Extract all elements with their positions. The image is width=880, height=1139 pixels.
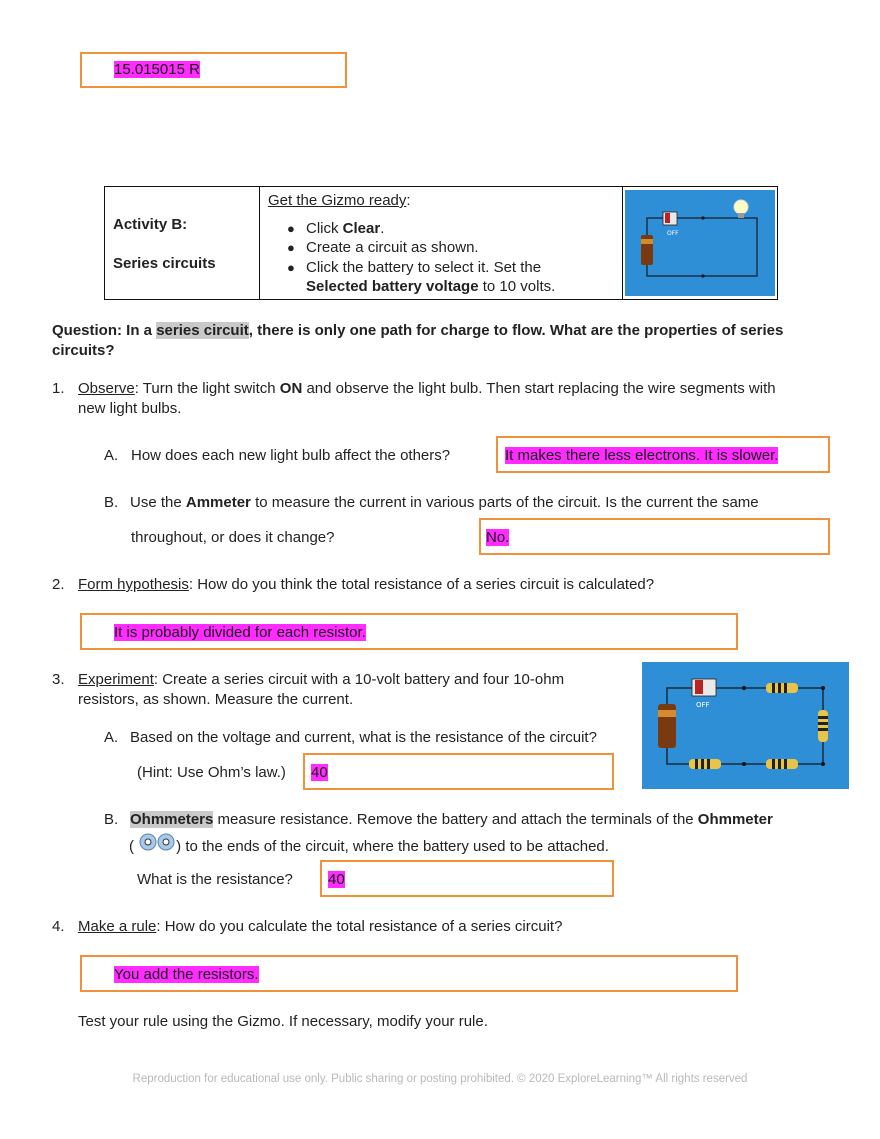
q3a-hint: (Hint: Use Ohm’s law.) bbox=[137, 764, 286, 781]
q3b-text: Ohmmeters measure resistance. Remove the battery and attach the terminals of the Ohmmeter bbox=[130, 811, 773, 828]
circuit-diagram bbox=[625, 190, 775, 296]
switch-label: OFF bbox=[667, 230, 679, 237]
q1a-letter: A. bbox=[104, 447, 119, 464]
q1a-text: How does each new light bulb affect the others? bbox=[131, 447, 451, 464]
resistor-bottom-left bbox=[689, 759, 721, 769]
footer-copyright: Reproduction for educational use only. Public sharing or posting prohibited. © 2020 ExploreLearning™ All rights reserved bbox=[132, 1073, 748, 1085]
resistor-circuit-image bbox=[642, 662, 849, 789]
top-answer bbox=[114, 61, 200, 78]
q1b-answer: No. bbox=[486, 529, 510, 546]
q1-text: Observe: Turn the light switch ON and observe the light bulb. Then start replacing the wire segments with bbox=[78, 380, 776, 397]
activity-steps-cell bbox=[260, 187, 623, 300]
q3a-letter: A. bbox=[104, 729, 119, 746]
ohmmeter-terminals-icon bbox=[138, 833, 176, 855]
switch-lever bbox=[665, 213, 670, 223]
q3a-text: Based on the voltage and current, what is the resistance of the circuit? bbox=[130, 729, 597, 746]
activity-subtitle: Series circuits bbox=[113, 255, 216, 272]
activity-title-cell bbox=[105, 187, 260, 300]
activity-title: Activity B: bbox=[113, 216, 188, 233]
series-circuit-term: series circuit bbox=[156, 322, 249, 339]
q3b-prompt: What is the resistance? bbox=[137, 871, 293, 888]
gizmo-ready-colon: : bbox=[406, 192, 411, 209]
q1b-answer-box[interactable] bbox=[479, 518, 830, 555]
question-line-2: circuits? bbox=[52, 342, 115, 359]
question-line-1: Question: In a series circuit, there is only one path for charge to flow. What are the properties of series bbox=[52, 322, 784, 339]
q3a-answer: 40 bbox=[311, 764, 328, 781]
switch-lever bbox=[695, 680, 703, 694]
gizmo-ready bbox=[268, 192, 411, 209]
test-rule-text: Test your rule using the Gizmo. If necessary, modify your rule. bbox=[78, 1013, 488, 1030]
q3b-letter: B. bbox=[104, 811, 119, 828]
gizmo-ready-label: Get the Gizmo ready bbox=[268, 192, 407, 209]
resistor-right bbox=[818, 710, 828, 742]
q4-answer: You add the resistors. bbox=[114, 966, 259, 983]
step-create: ● Create a circuit as shown. bbox=[306, 239, 479, 256]
top-answer-text: 15.015015 R bbox=[114, 61, 200, 78]
resistor-bottom-right bbox=[766, 759, 798, 769]
q2-number: 2. bbox=[52, 576, 65, 593]
step-battery-2: Selected battery voltage to 10 volts. bbox=[306, 278, 556, 295]
gizmo-circuit-image bbox=[625, 190, 775, 296]
resistor-top bbox=[766, 683, 798, 693]
step-clear: ● Click Clear. bbox=[306, 220, 384, 237]
activity-image-cell bbox=[623, 187, 778, 300]
q1b-letter: B. bbox=[104, 494, 119, 511]
q3-text: Experiment: Create a series circuit with a 10-volt battery and four 10-ohm bbox=[78, 671, 565, 688]
activity-table bbox=[104, 186, 778, 300]
q4-number: 4. bbox=[52, 918, 65, 935]
resistor-circuit-diagram bbox=[642, 662, 849, 789]
q1b-text: Use the Ammeter to measure the current in various parts of the circuit. Is the current the same bbox=[130, 494, 759, 511]
q3-number: 3. bbox=[52, 671, 65, 688]
q1b-text-2: throughout, or does it change? bbox=[131, 529, 335, 546]
q3b-answer-box[interactable] bbox=[320, 860, 614, 897]
q2-text: Form hypothesis: How do you think the total resistance of a series circuit is calculated? bbox=[78, 576, 655, 593]
q1a-answer: It makes there less electrons. It is slower. bbox=[505, 447, 779, 464]
q3a-answer-box[interactable] bbox=[303, 753, 614, 790]
q2-answer: It is probably divided for each resistor. bbox=[114, 624, 366, 641]
q3-text-2: resistors, as shown. Measure the current. bbox=[78, 691, 354, 708]
q3b-answer: 40 bbox=[328, 871, 345, 888]
light-bulb-icon bbox=[734, 200, 748, 214]
q3b-text-2: ( ) to the ends of the circuit, where the battery used to be attached. bbox=[129, 836, 609, 858]
q1-text-2: new light bulbs. bbox=[78, 400, 182, 417]
switch-label: OFF bbox=[696, 701, 710, 709]
q1-number: 1. bbox=[52, 380, 65, 397]
q4-text: Make a rule: How do you calculate the total resistance of a series circuit? bbox=[78, 918, 563, 935]
step-battery: ● Click the battery to select it. Set the bbox=[306, 259, 541, 276]
